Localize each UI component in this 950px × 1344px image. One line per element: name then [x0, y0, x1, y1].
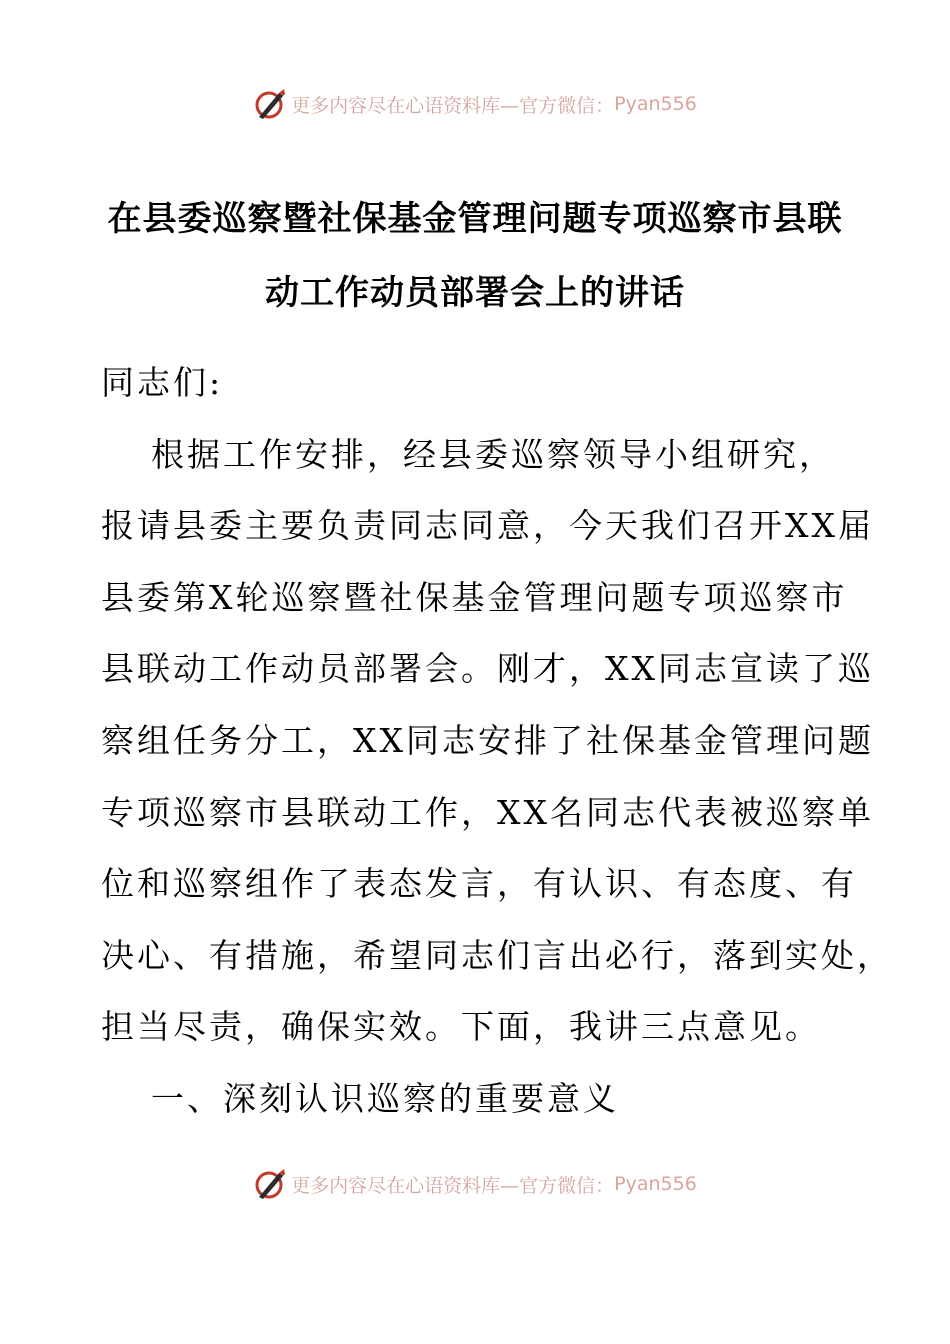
watermark-header: [0, 86, 950, 122]
paragraph-line: 县联动工作动员部署会。刚才，XX同志宣读了巡: [101, 649, 874, 689]
watermark-text: 更多内容尽在心语资料库—官方微信：: [291, 94, 615, 117]
document-title: [70, 182, 880, 330]
watermark-text: 更多内容尽在心语资料库—官方微信：: [291, 1174, 615, 1197]
paragraph-line: 察组任务分工，XX同志安排了社保基金管理问题: [101, 720, 874, 760]
pen-logo-icon: [253, 1167, 287, 1201]
paragraph-line: 担当尽责，确保实效。下面，我讲三点意见。: [101, 1007, 821, 1047]
title-line-1: 在县委巡察暨社保基金管理问题专项巡察市县联: [107, 199, 843, 239]
paragraph-line: 专项巡察市县联动工作，XX名同志代表被巡察单: [101, 792, 874, 832]
title-line-2: 动工作动员部署会上的讲话: [265, 273, 685, 313]
paragraph-line: 决心、有措施，希望同志们言出必行，落到实处，: [101, 935, 893, 975]
salutation: 同志们:: [101, 363, 224, 402]
watermark-handle: Pyan556: [614, 93, 697, 115]
paragraph-line: 报请县委主要负责同志同意，今天我们召开XX届: [101, 506, 874, 546]
paragraph-line: 县委第X轮巡察暨社保基金管理问题专项巡察市: [101, 577, 848, 617]
section-heading: 一、深刻认识巡察的重要意义: [151, 1078, 619, 1118]
watermark-handle: Pyan556: [614, 1173, 697, 1195]
document-body: [101, 347, 893, 1135]
paragraph-line: 位和巡察组作了表态发言，有认识、有态度、有: [101, 864, 857, 904]
watermark-footer: [0, 1166, 950, 1202]
paragraph-line: 根据工作安排，经县委巡察领导小组研究，: [151, 434, 835, 474]
pen-logo-icon: [253, 87, 287, 121]
